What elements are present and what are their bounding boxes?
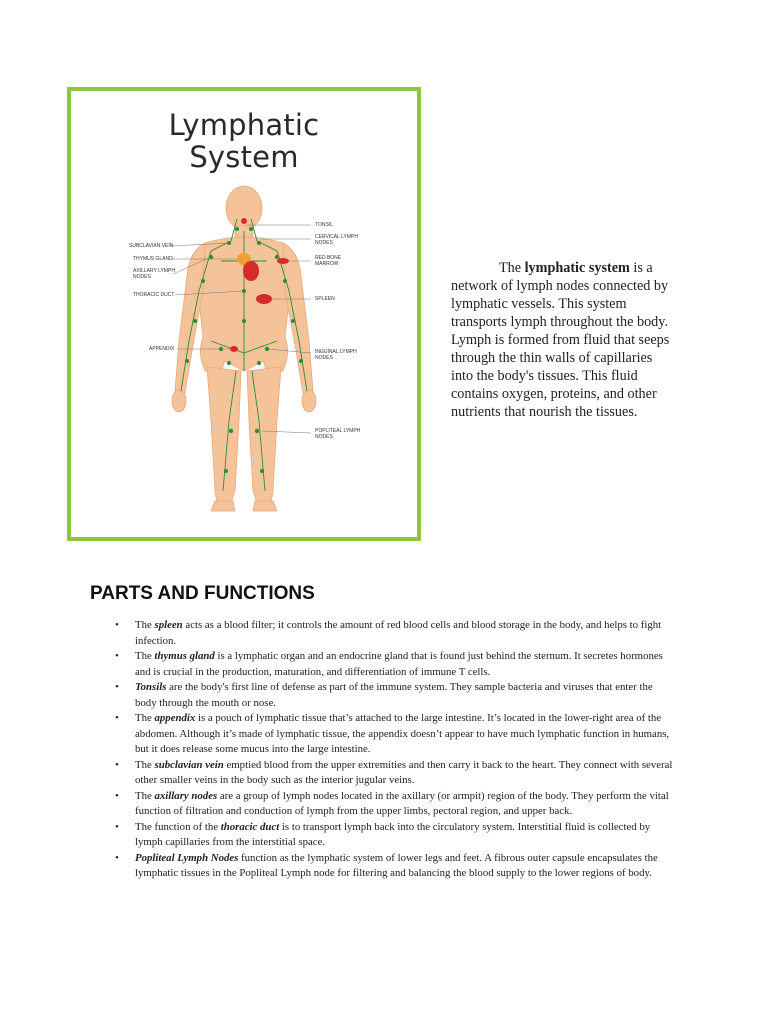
item-prefix: The function of the — [135, 820, 221, 833]
item-term: appendix — [154, 712, 196, 724]
label-inguinal-lymph: INGUINAL LYMPH — [315, 349, 357, 355]
item-prefix: The — [135, 650, 155, 662]
label-marrow: MARROW — [315, 261, 339, 267]
list-item — [115, 680, 675, 711]
list-item — [115, 649, 675, 680]
item-prefix: The — [135, 712, 155, 724]
label-axillary-lymph: AXILLARY LYMPH — [133, 268, 175, 274]
item-term: Tonsils — [135, 681, 167, 693]
label-thymus-gland: THYMUS GLAND — [133, 256, 173, 262]
label-popliteal-lymph: POPLITEAL LYMPH — [315, 428, 361, 434]
list-item — [115, 789, 675, 820]
item-text: are a group of lymph nodes located in the axillary (or armpit) region of the body. They perform the vital function of filtration and conduction of lymph from the upper limbs, pectoral region, and upper back. — [135, 789, 669, 817]
figure-title — [71, 109, 417, 173]
label-cervical-nodes: NODES — [315, 240, 333, 246]
label-subclavian-vein: SUBCLAVIAN VEIN — [129, 243, 174, 249]
item-text: is to transport lymph back into the circulatory system. Interstitial fluid is collected by lymph capillaries from the interstitial space. — [135, 820, 651, 848]
spleen — [256, 294, 272, 304]
item-prefix: The — [135, 789, 155, 802]
item-text: emptied blood from the upper extremities and then carry it back to the heart. They connect with several other smaller veins in the body such as the interior jugular veins. — [135, 758, 673, 786]
list-item — [115, 711, 675, 758]
intro-paragraph — [451, 259, 676, 421]
appendix — [230, 346, 238, 352]
lymphatic-system-figure — [67, 87, 421, 541]
intro-body: is a network of lymph nodes connected by lymphatic vessels. This system transports lymph throughout the body. Lymph is formed from fluid that seeps through the thin walls of capillaries into the body's tissues. This fluid contains oxygen, proteins, and other nutrients that nourish the tissues. — [451, 260, 670, 420]
label-appendix: APPENDIX — [149, 346, 175, 352]
item-term: subclavian vein — [154, 758, 224, 771]
label-thoracic-duct: THORACIC DUCT — [133, 292, 175, 298]
item-text: acts as a blood filter; it controls the amount of red blood cells and blood storage in the body, and helps to fight infection. — [135, 619, 662, 647]
list-item — [115, 820, 675, 851]
label-red-bone: RED BONE — [315, 255, 342, 261]
label-axillary-nodes: NODES — [133, 274, 151, 280]
heart — [243, 261, 259, 281]
tonsil — [241, 218, 247, 224]
figure-title-line2: System — [189, 140, 299, 174]
label-cervical-lymph: CERVICAL LYMPH — [315, 234, 358, 240]
intro-term: lymphatic system — [524, 260, 630, 276]
section-heading: PARTS AND FUNCTIONS — [90, 583, 315, 604]
list-item — [115, 758, 675, 789]
list-item — [115, 618, 675, 649]
item-prefix: The — [135, 758, 155, 771]
label-popliteal-nodes: NODES — [315, 434, 333, 440]
item-term: axillary nodes — [154, 789, 218, 802]
intro-lead: The — [499, 260, 525, 276]
item-text: is a pouch of lymphatic tissue that’s attached to the large intestine. It’s located in the lower-right area of the abdomen. Although it’s made of lymphatic tissue, the appendix doesn’t appear to have much lymphatic function in humans, but it does release some mucus into the large intestine. — [135, 712, 670, 755]
item-term: Popliteal Lymph Nodes — [135, 851, 239, 864]
label-inguinal-nodes: NODES — [315, 355, 333, 361]
item-text: are the body's first line of defense as part of the immune system. They sample bacteria and viruses that enter the body through the mouth or nose. — [135, 681, 653, 709]
parts-functions-list — [115, 618, 675, 882]
list-item — [115, 851, 675, 882]
item-term: spleen — [154, 619, 183, 631]
figure-title-line1: Lymphatic — [168, 108, 320, 142]
red-bone-marrow — [277, 258, 289, 264]
label-spleen: SPLEEN — [315, 296, 335, 302]
item-prefix: The — [135, 619, 155, 631]
item-text: is a lymphatic organ and an endocrine gland that is found just behind the sternum. It secretes hormones and is crucial in the production, maturation, and differentiation of immune T cells. — [135, 650, 663, 678]
item-term: thoracic duct — [220, 820, 280, 833]
label-tonsil: TONSIL — [315, 222, 333, 228]
item-text: function as the lymphatic system of lower legs and feet. A fibrous outer capsule encapsulates the lymphatic tissues in the Popliteal Lymph node for filtering and balancing the blood supply to the lower regions of body. — [135, 851, 658, 879]
item-term: thymus gland — [154, 650, 215, 662]
